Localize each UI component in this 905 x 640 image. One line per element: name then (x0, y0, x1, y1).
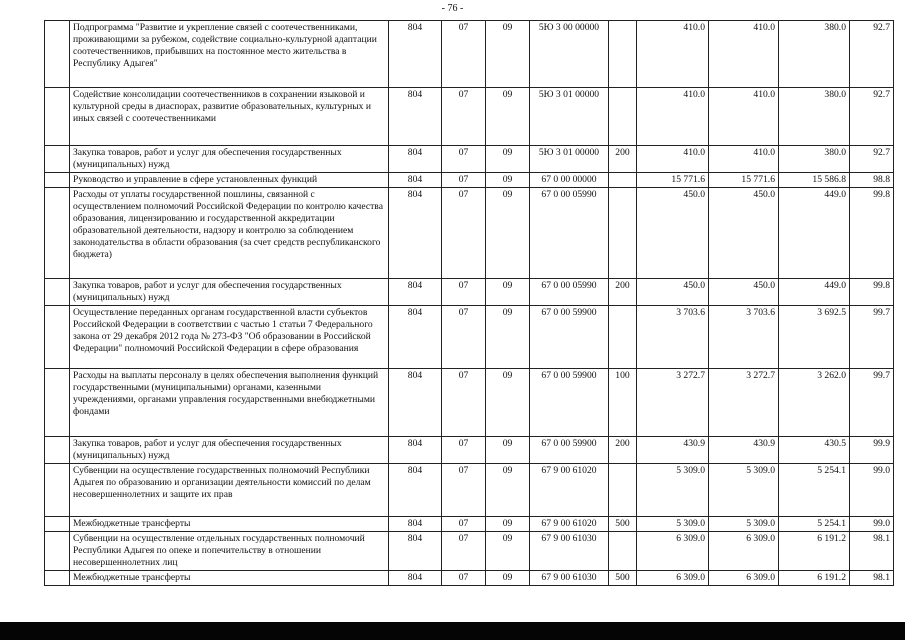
cell-plan: 5 309.0 (637, 464, 709, 517)
cell-csr: 67 0 00 59900 (530, 437, 609, 464)
cell-name: Содействие консолидации соотечественников в сохранении языковой и культурной среды в диаспорах, развитие образовательных, культурных и иных связей с соотечественниками (70, 88, 389, 146)
cell-rz: 07 (442, 188, 486, 279)
cell-ved: 804 (389, 464, 442, 517)
row-margin-cell (45, 173, 70, 188)
table-row (45, 517, 894, 532)
cell-pr: 09 (486, 369, 530, 437)
cell-ved: 804 (389, 532, 442, 571)
cell-vr (609, 464, 637, 517)
cell-plan: 6 309.0 (637, 571, 709, 586)
cell-isp: 380.0 (779, 146, 850, 173)
cell-pct: 99.0 (850, 464, 894, 517)
cell-isp: 3 262.0 (779, 369, 850, 437)
cell-ved: 804 (389, 437, 442, 464)
cell-pr: 09 (486, 437, 530, 464)
cell-utv: 5 309.0 (709, 517, 779, 532)
cell-rz: 07 (442, 517, 486, 532)
cell-pct: 99.7 (850, 369, 894, 437)
cell-vr (609, 532, 637, 571)
cell-rz: 07 (442, 279, 486, 306)
cell-utv: 450.0 (709, 188, 779, 279)
cell-isp: 15 586.8 (779, 173, 850, 188)
cell-pr: 09 (486, 88, 530, 146)
cell-name: Закупка товаров, работ и услуг для обеспечения государственных (муниципальных) нужд (70, 437, 389, 464)
cell-csr: 5Ю 3 00 00000 (530, 21, 609, 88)
cell-isp: 449.0 (779, 279, 850, 306)
cell-utv: 3 703.6 (709, 306, 779, 369)
cell-pr: 09 (486, 464, 530, 517)
cell-plan: 410.0 (637, 21, 709, 88)
cell-csr: 67 9 00 61020 (530, 517, 609, 532)
cell-pr: 09 (486, 188, 530, 279)
cell-pct: 98.1 (850, 571, 894, 586)
cell-plan: 6 309.0 (637, 532, 709, 571)
cell-csr: 5Ю 3 01 00000 (530, 146, 609, 173)
cell-vr: 100 (609, 369, 637, 437)
cell-pr: 09 (486, 517, 530, 532)
cell-utv: 3 272.7 (709, 369, 779, 437)
cell-utv: 410.0 (709, 146, 779, 173)
table-row (45, 532, 894, 571)
cell-pr: 09 (486, 306, 530, 369)
cell-pr: 09 (486, 279, 530, 306)
cell-pr: 09 (486, 173, 530, 188)
cell-csr: 67 0 00 05990 (530, 188, 609, 279)
cell-csr: 67 0 00 59900 (530, 369, 609, 437)
cell-pct: 92.7 (850, 88, 894, 146)
cell-ved: 804 (389, 571, 442, 586)
cell-rz: 07 (442, 464, 486, 517)
cell-plan: 15 771.6 (637, 173, 709, 188)
cell-csr: 67 0 00 00000 (530, 173, 609, 188)
cell-ved: 804 (389, 369, 442, 437)
cell-rz: 07 (442, 146, 486, 173)
cell-pct: 92.7 (850, 146, 894, 173)
cell-vr: 500 (609, 571, 637, 586)
cell-ved: 804 (389, 517, 442, 532)
table-row (45, 188, 894, 279)
cell-plan: 450.0 (637, 188, 709, 279)
cell-plan: 3 272.7 (637, 369, 709, 437)
cell-pct: 99.7 (850, 306, 894, 369)
cell-plan: 450.0 (637, 279, 709, 306)
cell-isp: 380.0 (779, 21, 850, 88)
cell-pct: 99.8 (850, 188, 894, 279)
cell-ved: 804 (389, 21, 442, 88)
cell-utv: 15 771.6 (709, 173, 779, 188)
cell-csr: 67 0 00 59900 (530, 306, 609, 369)
cell-rz: 07 (442, 306, 486, 369)
cell-vr: 500 (609, 517, 637, 532)
cell-csr: 67 9 00 61030 (530, 532, 609, 571)
cell-utv: 430.9 (709, 437, 779, 464)
cell-plan: 5 309.0 (637, 517, 709, 532)
table-row (45, 173, 894, 188)
cell-isp: 6 191.2 (779, 532, 850, 571)
row-margin-cell (45, 464, 70, 517)
row-margin-cell (45, 146, 70, 173)
cell-csr: 67 9 00 61030 (530, 571, 609, 586)
cell-utv: 6 309.0 (709, 571, 779, 586)
cell-name: Расходы на выплаты персоналу в целях обеспечения выполнения функций государственными (муниципальными) органами, казенными учреждениями, органами управления государственными внебюджетными фондами (70, 369, 389, 437)
cell-name: Субвенции на осуществление отдельных государственных полномочий Республики Адыгея по опеке и попечительству в отношении несовершеннолетних лиц (70, 532, 389, 571)
cell-plan: 430.9 (637, 437, 709, 464)
row-margin-cell (45, 279, 70, 306)
cell-utv: 450.0 (709, 279, 779, 306)
row-margin-cell (45, 369, 70, 437)
cell-pct: 99.9 (850, 437, 894, 464)
page-number: - 76 - (441, 3, 464, 14)
row-margin-cell (45, 188, 70, 279)
row-margin-cell (45, 517, 70, 532)
cell-name: Расходы от уплаты государственной пошлины, связанной с осуществлением полномочий Российской Федерации по контролю качества образования, лицензированию и государственной аккредитации образовательной деятельности, надзору и контролю за соблюдением законодательства в области образования (за счет средств республиканского бюджета) (70, 188, 389, 279)
cell-pr: 09 (486, 532, 530, 571)
row-margin-cell (45, 306, 70, 369)
cell-rz: 07 (442, 437, 486, 464)
cell-ved: 804 (389, 88, 442, 146)
cell-plan: 410.0 (637, 88, 709, 146)
cell-ved: 804 (389, 146, 442, 173)
row-margin-cell (45, 437, 70, 464)
cell-utv: 6 309.0 (709, 532, 779, 571)
cell-name: Межбюджетные трансферты (70, 517, 389, 532)
row-margin-cell (45, 21, 70, 88)
table-row (45, 369, 894, 437)
scan-bottom-edge (0, 622, 905, 640)
cell-vr (609, 88, 637, 146)
cell-utv: 410.0 (709, 21, 779, 88)
cell-pr: 09 (486, 571, 530, 586)
table-row (45, 571, 894, 586)
cell-isp: 5 254.1 (779, 464, 850, 517)
cell-pr: 09 (486, 21, 530, 88)
cell-name: Субвенции на осуществление государственных полномочий Республики Адыгея по образованию и организации деятельности комиссий по делам несовершеннолетних и защите их прав (70, 464, 389, 517)
cell-utv: 5 309.0 (709, 464, 779, 517)
table-row (45, 464, 894, 517)
cell-isp: 449.0 (779, 188, 850, 279)
cell-rz: 07 (442, 21, 486, 88)
cell-name: Закупка товаров, работ и услуг для обеспечения государственных (муниципальных) нужд (70, 279, 389, 306)
row-margin-cell (45, 532, 70, 571)
cell-pct: 98.8 (850, 173, 894, 188)
cell-vr (609, 173, 637, 188)
table-row (45, 437, 894, 464)
cell-pct: 99.0 (850, 517, 894, 532)
cell-vr: 200 (609, 146, 637, 173)
cell-vr (609, 21, 637, 88)
cell-isp: 5 254.1 (779, 517, 850, 532)
cell-vr (609, 306, 637, 369)
table-row (45, 21, 894, 88)
cell-pr: 09 (486, 146, 530, 173)
table-row (45, 88, 894, 146)
table-row (45, 306, 894, 369)
cell-pct: 99.8 (850, 279, 894, 306)
cell-rz: 07 (442, 532, 486, 571)
cell-rz: 07 (442, 173, 486, 188)
cell-plan: 410.0 (637, 146, 709, 173)
cell-isp: 6 191.2 (779, 571, 850, 586)
cell-csr: 67 0 00 05990 (530, 279, 609, 306)
cell-vr: 200 (609, 437, 637, 464)
cell-plan: 3 703.6 (637, 306, 709, 369)
cell-ved: 804 (389, 173, 442, 188)
cell-isp: 430.5 (779, 437, 850, 464)
cell-pct: 98.1 (850, 532, 894, 571)
cell-pct: 92.7 (850, 21, 894, 88)
table-row (45, 279, 894, 306)
budget-table (44, 20, 894, 586)
cell-name: Осуществление переданных органам государственной власти субъектов Российской Федерации в соответствии с частью 1 статьи 7 Федерального закона от 29 декабря 2012 года № 273-ФЗ "Об образовании в Российской Федерации" полномочий Российской Федерации в сфере образования (70, 306, 389, 369)
cell-name: Подпрограмма "Развитие и укрепление связей с соотечественниками, проживающими за рубежом, содействие социально-культурной адаптации соотечественников, прибывших на постоянное место жительства в Республику Адыгея" (70, 21, 389, 88)
cell-csr: 5Ю 3 01 00000 (530, 88, 609, 146)
cell-rz: 07 (442, 571, 486, 586)
cell-ved: 804 (389, 279, 442, 306)
cell-rz: 07 (442, 88, 486, 146)
cell-name: Закупка товаров, работ и услуг для обеспечения государственных (муниципальных) нужд (70, 146, 389, 173)
cell-csr: 67 9 00 61020 (530, 464, 609, 517)
cell-isp: 380.0 (779, 88, 850, 146)
cell-vr: 200 (609, 279, 637, 306)
cell-isp: 3 692.5 (779, 306, 850, 369)
cell-name: Руководство и управление в сфере установленных функций (70, 173, 389, 188)
cell-ved: 804 (389, 306, 442, 369)
cell-vr (609, 188, 637, 279)
row-margin-cell (45, 88, 70, 146)
row-margin-cell (45, 571, 70, 586)
cell-name: Межбюджетные трансферты (70, 571, 389, 586)
cell-ved: 804 (389, 188, 442, 279)
cell-rz: 07 (442, 369, 486, 437)
table-row (45, 146, 894, 173)
cell-utv: 410.0 (709, 88, 779, 146)
table-body (45, 21, 894, 586)
